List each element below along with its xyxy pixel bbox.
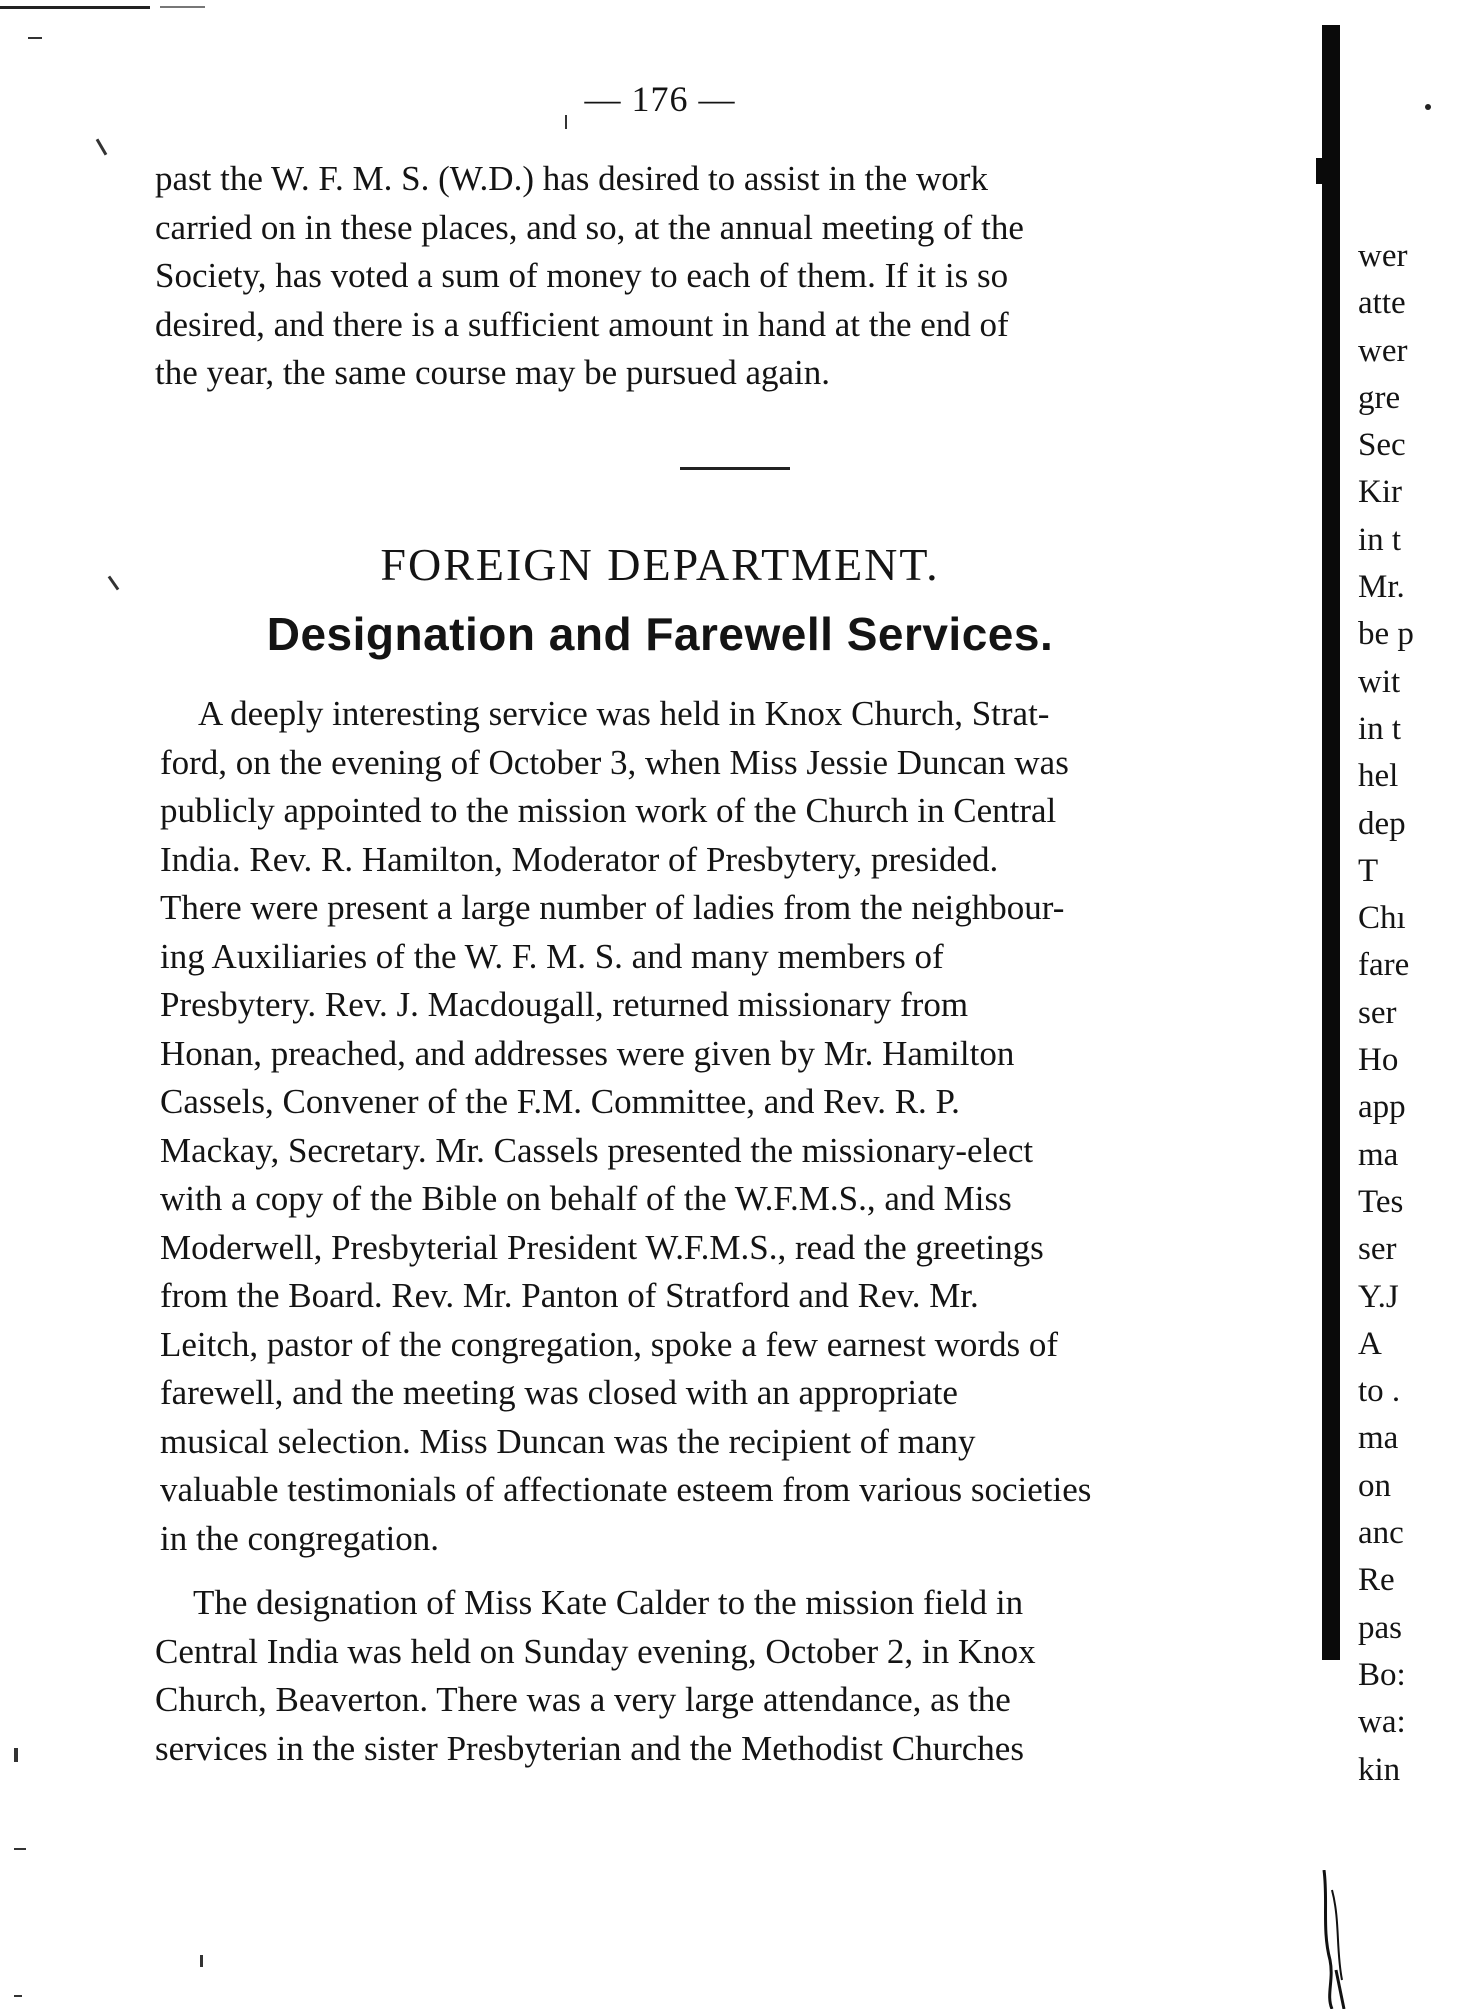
- facing-fragment: anc: [1358, 1515, 1404, 1552]
- facing-fragment: be p: [1358, 616, 1414, 653]
- scan-speck: [200, 1955, 203, 1967]
- text-line: ford, on the evening of October 3, when Miss Jessie Duncan was: [160, 742, 1069, 782]
- facing-fragment: hel: [1358, 758, 1399, 795]
- facing-fragment: wa:: [1358, 1704, 1406, 1741]
- facing-fragment: kin: [1358, 1751, 1401, 1788]
- text-line: publicly appointed to the mission work of the Church in Central: [160, 791, 1057, 830]
- scan-speck: [14, 1848, 26, 1850]
- text-line: Cassels, Convener of the F.M. Committee, and Rev. R. P.: [160, 1082, 960, 1121]
- text-line: Central India was held on Sunday evening, October 2, in Knox: [155, 1631, 1036, 1671]
- scan-speck: [14, 1995, 22, 1997]
- facing-fragment: T: [1358, 852, 1379, 889]
- facing-fragment: gre: [1358, 379, 1401, 416]
- text-line: The designation of Miss Kate Calder to the mission field in: [193, 1583, 1024, 1622]
- facing-fragment: on: [1358, 1467, 1391, 1504]
- facing-fragment: wit: [1358, 663, 1401, 700]
- text-line: Honan, preached, and addresses were given by Mr. Hamilton: [160, 1033, 1015, 1073]
- facing-fragment: in t: [1358, 710, 1402, 747]
- facing-fragment: Chı: [1358, 900, 1406, 937]
- paragraph-beaverton: [155, 1579, 1325, 1773]
- facing-fragment: Y.J: [1358, 1278, 1399, 1315]
- facing-fragment: wer: [1358, 238, 1408, 274]
- facing-fragment: to .: [1358, 1373, 1401, 1410]
- text-line: India. Rev. R. Hamilton, Moderator of Presbytery, presided.: [160, 839, 999, 879]
- facing-fragment: Bo:: [1358, 1656, 1406, 1693]
- facing-fragment: Mr.: [1358, 569, 1405, 606]
- facing-fragment: Sec: [1358, 427, 1406, 464]
- facing-fragment: ser: [1358, 994, 1397, 1031]
- facing-fragment: Ho: [1358, 1042, 1399, 1079]
- page-gutter-shadow: [1322, 25, 1340, 1660]
- department-title: FOREIGN DEPARTMENT.: [380, 539, 940, 590]
- text-line: farewell, and the meeting was closed with an appropriate: [160, 1373, 958, 1412]
- text-line: valuable testimonials of affectionate esteem from various societies: [160, 1470, 1092, 1509]
- section-divider: [680, 467, 790, 470]
- text-line: Leitch, pastor of the congregation, spoke a few earnest words of: [160, 1324, 1059, 1364]
- paragraph-knox-stratford: [160, 690, 1325, 1563]
- text-line: from the Board. Rev. Mr. Panton of Stratford and Rev. Mr.: [160, 1276, 979, 1315]
- facing-fragment: pas: [1358, 1609, 1402, 1646]
- text-line: services in the sister Presbyterian and the Methodist Churches: [155, 1728, 1024, 1768]
- page-gutter-notch: [1316, 158, 1324, 184]
- text-line: Moderwell, Presbyterial President W.F.M.S., read the greetings: [160, 1227, 1044, 1267]
- facing-fragment: ser: [1358, 1231, 1397, 1268]
- intro-paragraph: [155, 155, 1325, 398]
- text-line: A deeply interesting service was held in Knox Church, Strat-: [198, 694, 1050, 733]
- scan-speck: [96, 138, 108, 155]
- text-line: ing Auxiliaries of the W. F. M. S. and many members of: [160, 936, 944, 976]
- text-line: Society, has voted a sum of money to each of them. If it is so: [155, 256, 1009, 295]
- text-line: desired, and there is a sufficient amount in hand at the end of: [155, 304, 1009, 344]
- facing-fragment: dep: [1358, 805, 1406, 842]
- page-number: — 176 —: [584, 79, 736, 119]
- facing-fragment: wer: [1358, 332, 1408, 369]
- text-line: Presbytery. Rev. J. Macdougall, returned missionary from: [160, 985, 969, 1024]
- facing-fragment: ma: [1358, 1420, 1399, 1457]
- facing-fragment: Re: [1358, 1562, 1395, 1599]
- facing-fragment: Kir: [1358, 474, 1402, 511]
- text-line: with a copy of the Bible on behalf of the W.F.M.S., and Miss: [160, 1179, 1012, 1218]
- facing-fragment: Tes: [1358, 1183, 1404, 1220]
- text-line: past the W. F. M. S. (W.D.) has desired to assist in the work: [155, 159, 988, 198]
- facing-fragment: in t: [1358, 521, 1402, 558]
- facing-fragment: fare: [1358, 947, 1410, 984]
- section-title: Designation and Farewell Services.: [266, 608, 1054, 660]
- scan-speck: [28, 37, 42, 39]
- facing-page-text: [1358, 233, 1464, 1794]
- text-line: Church, Beaverton. There was a very large attendance, as the: [155, 1680, 1011, 1719]
- facing-fragment: atte: [1358, 285, 1406, 322]
- text-line: musical selection. Miss Duncan was the recipient of many: [160, 1421, 976, 1461]
- facing-fragment: A: [1358, 1325, 1382, 1362]
- facing-fragment: ma: [1358, 1136, 1399, 1173]
- top-edge-rule: [0, 6, 150, 9]
- facing-fragment: app: [1358, 1089, 1406, 1126]
- text-line: There were present a large number of ladies from the neighbour-: [160, 888, 1065, 927]
- top-edge-rule-fragment: [160, 6, 205, 8]
- text-line: Mackay, Secretary. Mr. Cassels presented the missionary-elect: [160, 1130, 1034, 1170]
- text-line: the year, the same course may be pursued again.: [155, 353, 830, 392]
- text-line: in the congregation.: [160, 1518, 439, 1558]
- scan-speck: [14, 1748, 18, 1762]
- binding-edge-mark: [1318, 1870, 1348, 2009]
- text-line: carried on in these places, and so, at the annual meeting of the: [155, 207, 1024, 247]
- facing-page-dot: [1425, 104, 1431, 110]
